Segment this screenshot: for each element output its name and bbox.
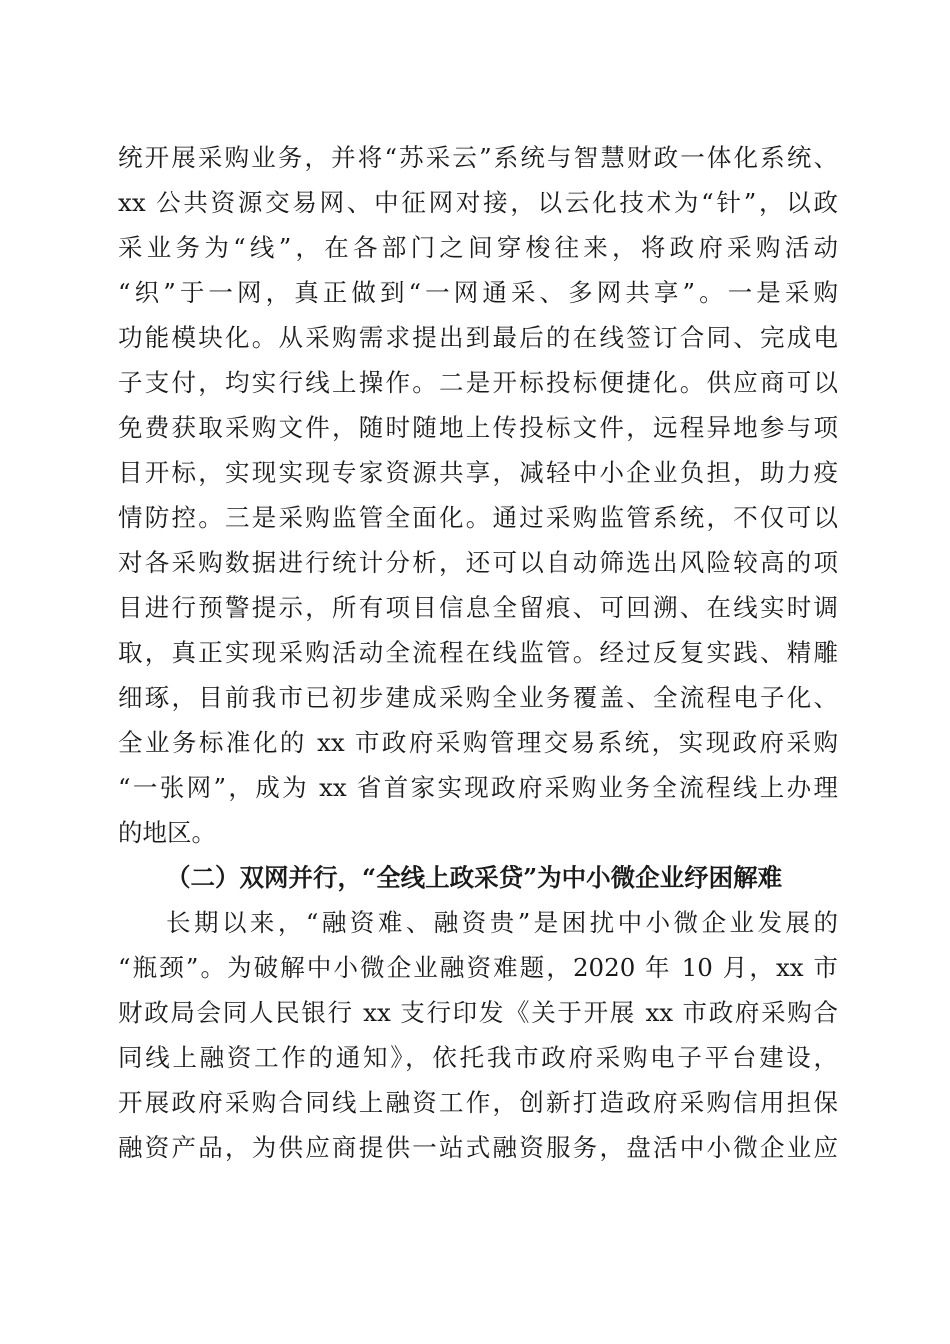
paragraph-1-line-11: 目进行预警提示，所有项目信息全留痕、可回溯、在线实时调: [118, 593, 838, 622]
paragraph-1-line-16: 的地区。: [118, 818, 216, 847]
paragraph-1-line-12: 取，真正实现采购活动全流程在线监管。经过反复实践、精雕: [118, 638, 838, 667]
paragraph-1-line-8: 目开标，实现实现专家资源共享，减轻中小企业负担，助力疫: [118, 458, 838, 487]
paragraph-1-line-15: “一张网”，成为 xx 省首家实现政府采购业务全流程线上办理: [118, 773, 838, 802]
paragraph-1-line-5: 功能模块化。从采购需求提出到最后的在线签订合同、完成电: [118, 323, 838, 352]
paragraph-1-line-2: xx 公共资源交易网、中征网对接，以云化技术为“针”，以政: [118, 188, 838, 217]
paragraph-1-line-9: 情防控。三是采购监管全面化。通过采购监管系统，不仅可以: [118, 503, 838, 532]
paragraph-1-line-3: 采业务为“线”，在各部门之间穿梭往来，将政府采购活动: [118, 233, 838, 262]
paragraph-1-line-10: 对各采购数据进行统计分析，还可以自动筛选出风险较高的项: [118, 548, 838, 577]
paragraph-2-line-3: 财政局会同人民银行 xx 支行印发《关于开展 xx 市政府采购合: [118, 998, 838, 1027]
paragraph-1-line-4: “织”于一网，真正做到“一网通采、多网共享”。一是采购: [118, 278, 838, 307]
paragraph-2-line-6: 融资产品，为供应商提供一站式融资服务，盘活中小微企业应: [118, 1133, 838, 1162]
paragraph-1-line-6: 子支付，均实行线上操作。二是开标投标便捷化。供应商可以: [118, 368, 838, 397]
paragraph-1-line-7: 免费获取采购文件，随时随地上传投标文件，远程异地参与项: [118, 413, 838, 442]
paragraph-1-line-14: 全业务标准化的 xx 市政府采购管理交易系统，实现政府采购: [118, 728, 838, 757]
paragraph-1-line-1: 统开展采购业务，并将“苏采云”系统与智慧财政一体化系统、: [118, 143, 838, 172]
paragraph-2-line-5: 开展政府采购合同线上融资工作，创新打造政府采购信用担保: [118, 1088, 838, 1117]
paragraph-2-line-1: 长期以来，“融资难、融资贵”是困扰中小微企业发展的: [166, 908, 838, 937]
paragraph-2-line-2: “瓶颈”。为破解中小微企业融资难题，2020 年 10 月，xx 市: [118, 953, 838, 982]
section-heading: （二）双网并行，“全线上政采贷”为中小微企业纾困解难: [166, 863, 783, 892]
paragraph-2-line-4: 同线上融资工作的通知》，依托我市政府采购电子平台建设，: [118, 1043, 838, 1072]
paragraph-1-line-13: 细琢，目前我市已初步建成采购全业务覆盖、全流程电子化、: [118, 683, 838, 712]
